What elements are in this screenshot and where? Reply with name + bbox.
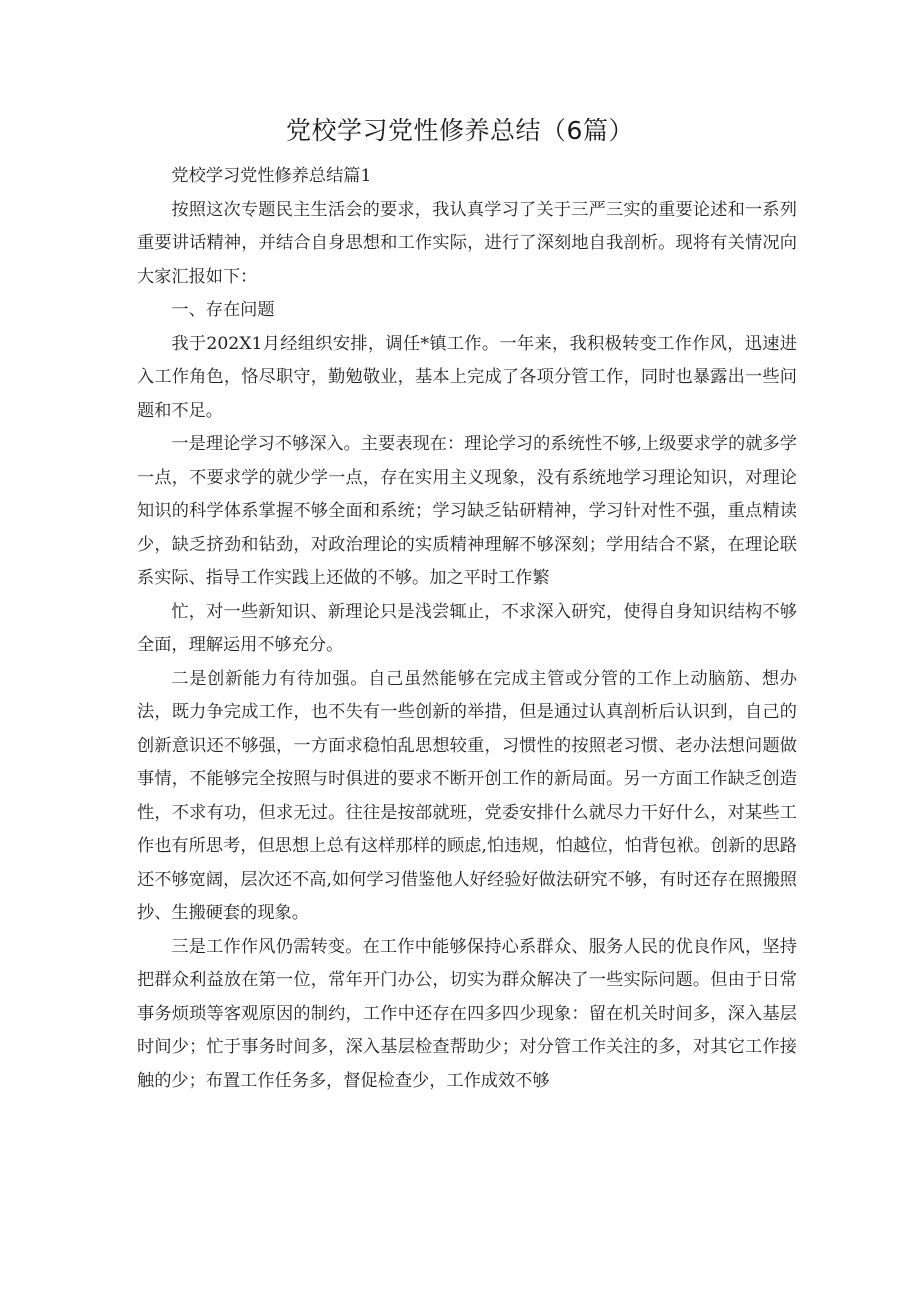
section-heading: 党校学习党性修养总结篇1 — [171, 166, 372, 186]
paragraph: 按照这次专题民主生活会的要求，我认真学习了关于三严三实的重要论述和一系列重要讲话精神，并结合自身思想和工作实际，进行了深刻地自我剖析。现将有关情况向大家汇报如下： — [137, 199, 797, 287]
document-title: 党校学习党性修养总结（6篇） — [286, 116, 634, 145]
paragraph: 忙，对一些新知识、新理论只是浅尝辄止，不求深入研究，使得自身知识结构不够全面，理解运用不够充分。 — [137, 601, 797, 655]
paragraph: 二是创新能力有待加强。自己虽然能够在完成主管或分管的工作上动脑筋、想办法，既力争完成工作，也不失有一些创新的举措，但是通过认真剖析后认识到，自己的创新意识还不够强，一方面求稳怕乱思想较重，习惯性的按照老习惯、老办法想问题做事情，不能够完全按照与时俱进的要求不断开创工作的新局面。另一方面工作缺乏创造性，不求有功，但求无过。往往是按部就班，党委安排什么就尽力干好什么，对某些工作也有所思考，但思想上总有这样那样的顾虑,怕违规，怕越位，怕背包袱。创新的思路还不够宽阔，层次还不高,如何学习借鉴他人好经验好做法研究不够，有时还存在照搬照抄、生搬硬套的现象。 — [137, 668, 797, 923]
paragraph: 三是工作作风仍需转变。在工作中能够保持心系群众、服务人民的优良作风，坚持把群众利益放在第一位，常年开门办公，切实为群众解决了一些实际问题。但由于日常事务烦琐等客观原因的制约，工作中还存在四多四少现象：留在机关时间多，深入基层时间少；忙于事务时间多，深入基层检查帮助少；对分管工作关注的多，对其它工作接触的少；布置工作任务多，督促检查少，工作成效不够 — [137, 936, 797, 1091]
paragraph: 我于202X1月经组织安排，调任*镇工作。一年来，我积极转变工作作风，迅速进入工作角色，恪尽职守，勤勉敬业，基本上完成了各项分管工作，同时也暴露出一些问题和不足。 — [137, 333, 797, 421]
subheading: 一、存在问题 — [171, 300, 275, 320]
paragraph: 一是理论学习不够深入。主要表现在：理论学习的系统性不够,上级要求学的就多学一点，不要求学的就少学一点，存在实用主义现象，没有系统地学习理论知识，对理论知识的科学体系掌握不够全面和系统；学习缺乏钻研精神，学习针对性不强，重点精读少，缺乏挤劲和钻劲，对政治理论的实质精神理解不够深刻；学用结合不紧，在理论联系实际、指导工作实践上还做的不够。加之平时工作繁 — [137, 434, 797, 588]
document-body — [137, 160, 797, 1098]
